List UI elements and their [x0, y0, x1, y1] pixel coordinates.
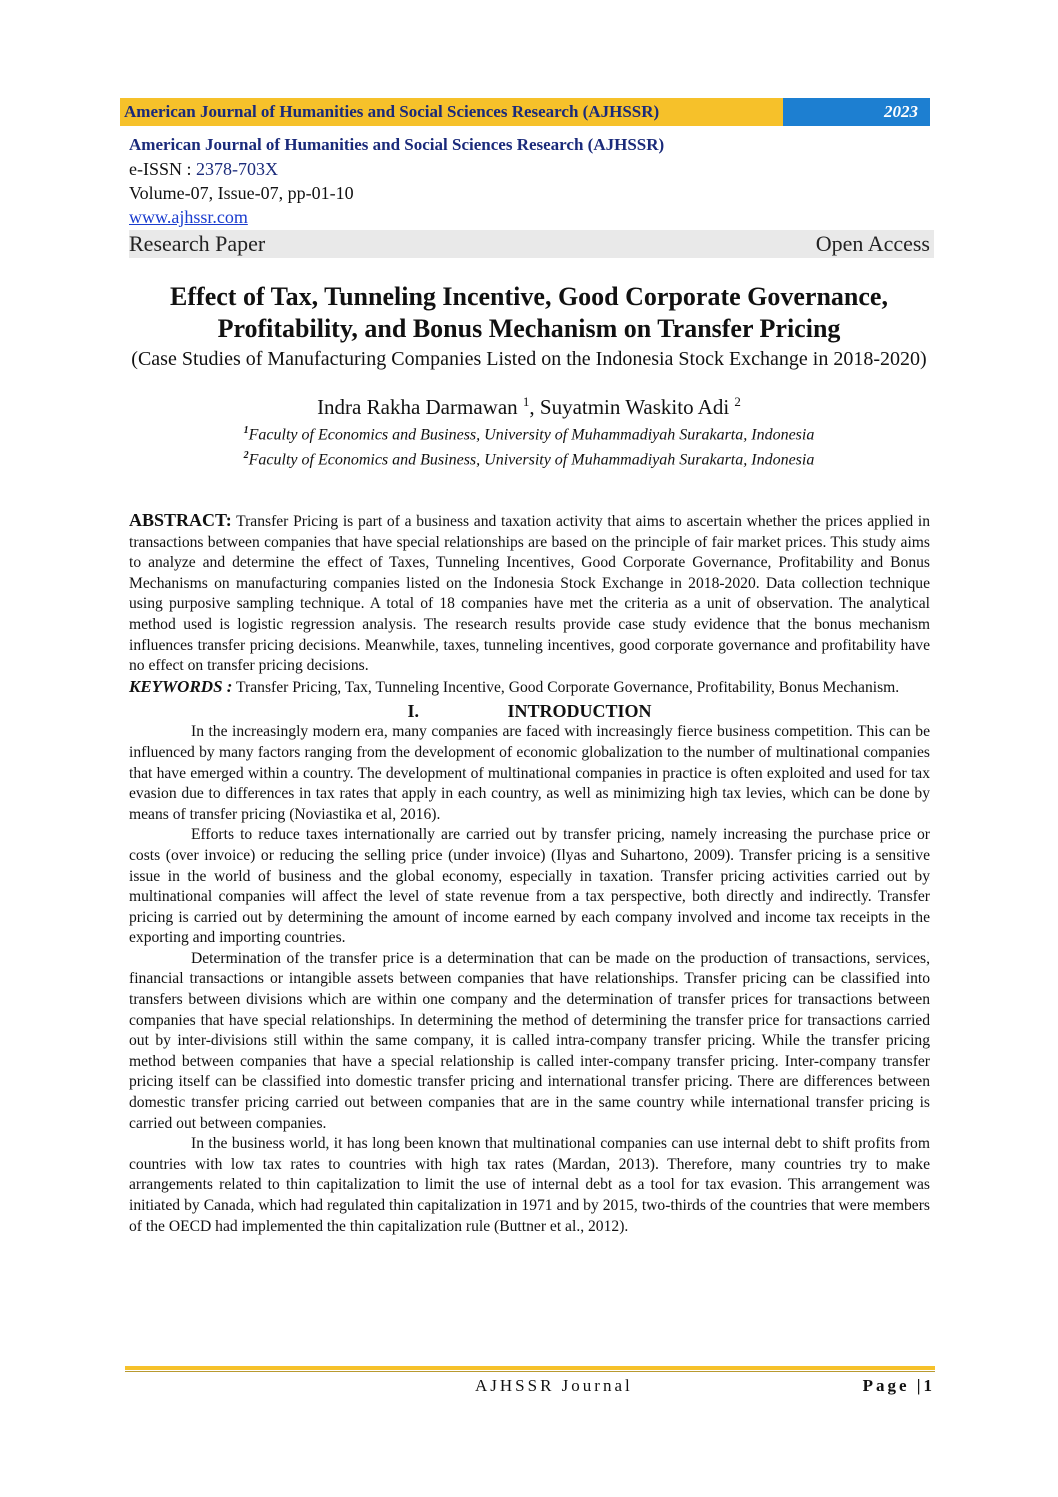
open-access-label: Open Access [815, 231, 930, 256]
affiliation-2-text: Faculty of Economics and Business, University of Muhammadiyah Surakarta, Indonesia [248, 451, 815, 469]
paper-title: Effect of Tax, Tunneling Incentive, Good Corporate Governance, Profitability, and Bonus Mechanism on Transfer Pricing [170, 282, 888, 343]
paper-subtitle: (Case Studies of Manufacturing Companies Listed on the Indonesia Stock Exchange in 2018-2020) [131, 348, 927, 370]
keywords-text: Transfer Pricing, Tax, Tunneling Incentive, Good Corporate Governance, Profitability, Bonus Mechanism. [232, 678, 900, 696]
issn-value: 2378-703X [196, 159, 278, 179]
author-2-sup: 2 [734, 394, 741, 409]
keywords [129, 677, 930, 699]
affiliation-2-sup: 2 [243, 450, 249, 462]
author-1-sup: 1 [522, 394, 530, 409]
body-text [129, 510, 930, 1237]
affiliation-1-text: Faculty of Economics and Business, University of Muhammadiyah Surakarta, Indonesia [248, 426, 815, 444]
issn-label: e-ISSN : [129, 159, 196, 179]
title-block [120, 281, 938, 471]
author-1: Indra Rakha Darmawan [317, 395, 523, 419]
journal-bar-title: American Journal of Humanities and Social Sciences Research (AJHSSR) [120, 98, 783, 126]
authors [120, 389, 938, 420]
page-label: Page | [862, 1376, 924, 1395]
intro-paragraph: Determination of the transfer price is a determination that can be made on the production of transactions, services, financial transactions or intangible assets between companies that have relationships. Transfer pricing can be classified into transfers between divisions which are within one company and the determination of transfer prices for transactions between companies that have special relationships. In determining the method of determining the transfer price for transactions carried out by inter-divisions still within the same company, it is called intra-company transfer pricing. While the transfer pricing method between companies that have a special relationship is called inter-company transfer pricing. Inter-company transfer pricing itself can be classified into domestic transfer pricing and international transfer pricing. There are differences between domestic transfer pricing carried out between companies that are in the same country while international transfer pricing is carried out between companies. [129, 949, 930, 1132]
intro-paragraph: Efforts to reduce taxes internationally are carried out by transfer pricing, namely increasing the purchase price or costs (over invoice) or reducing the selling price (under invoice) (Ilyas and Suhartono, 2009). Transfer pricing is a sensitive issue in the world of business and the global economy, especially in taxation. Transfer pricing activities carried out by multinational companies will affect the level of state revenue from a tax perspective, both directly and indirectly. Transfer pricing is carried out by determining the amount of income earned by each company involved and income tax receipts in the exporting and importing countries. [129, 826, 930, 947]
section-number: I. [407, 701, 419, 722]
journal-header-bar [120, 98, 930, 126]
abstract-text: Transfer Pricing is part of a business and taxation activity that aims to ascertain whether the prices applied in transactions between companies that have special relationships are based on the principle of fair market prices. This study aims to analyze and determine the effect of Taxes, Tunneling Incentives, Good Corporate Governance, Profitability and Bonus Mechanisms on manufacturing companies listed on the Indonesia Stock Exchange in 2018-2020. Data collection technique using purposive sampling technique. A total of 18 companies have met the criteria as a unit of observation. The analytical method used is logistic regression analysis. The research results provide case study evidence that the bonus mechanism influences transfer pricing decisions. Meanwhile, taxes, tunneling incentives, good corporate governance and profitability have no effect on transfer pricing decisions. [129, 513, 930, 675]
intro-paragraph: In the business world, it has long been known that multinational companies can use internal debt to shift profits from countries with low tax rates to countries with high tax rates (Mardan, 2013). Therefore, many countries try to make arrangements related to thin capitalization to limit the use of internal debt as a tool for tax evasion. This arrangement was initiated by Canada, which had regulated thin capitalization in 1971 and by 2015, two-thirds of the countries that were members of the OECD had implemented the thin capitalization rule (Buttner et al., 2012). [129, 1135, 930, 1235]
paper-type: Research Paper [129, 231, 266, 256]
page-footer [125, 1376, 935, 1398]
affiliation-1 [120, 420, 938, 445]
abstract [129, 510, 930, 677]
keywords-label: KEYWORDS : [129, 676, 233, 696]
footer-rule [125, 1366, 935, 1370]
abstract-label: ABSTRACT: [129, 510, 232, 530]
footer-page [863, 1376, 935, 1396]
footer-rule-thin [125, 1371, 935, 1372]
footer-journal: AJHSSR Journal [475, 1376, 633, 1395]
journal-info [129, 133, 934, 258]
website-link[interactable]: www.ajhssr.com [129, 207, 248, 227]
intro-paragraph: In the increasingly modern era, many companies are faced with increasingly fierce business competition. This can be influenced by many factors ranging from the development of economic globalization to the number of multinational companies that have emerged within a country. The development of multinational companies in practice is often exploited and used for tax evasion due to differences in tax rates that apply in each country, as well as minimizing high tax levies, which can be done by means of transfer pricing (Noviastika et al, 2016). [129, 723, 930, 823]
section-heading-introduction [129, 700, 930, 722]
affiliation-2 [120, 445, 938, 470]
journal-bar-year: 2023 [783, 98, 930, 126]
page-number: 1 [923, 1376, 935, 1395]
issn-line [129, 157, 934, 181]
section-title: INTRODUCTION [507, 701, 652, 722]
volume-line: Volume-07, Issue-07, pp-01-10 [129, 183, 354, 203]
affiliation-1-sup: 1 [243, 425, 249, 436]
author-2: , Suyatmin Waskito Adi [529, 395, 735, 419]
journal-name: American Journal of Humanities and Social Sciences Research (AJHSSR) [129, 135, 665, 154]
paper-type-band [129, 230, 934, 258]
